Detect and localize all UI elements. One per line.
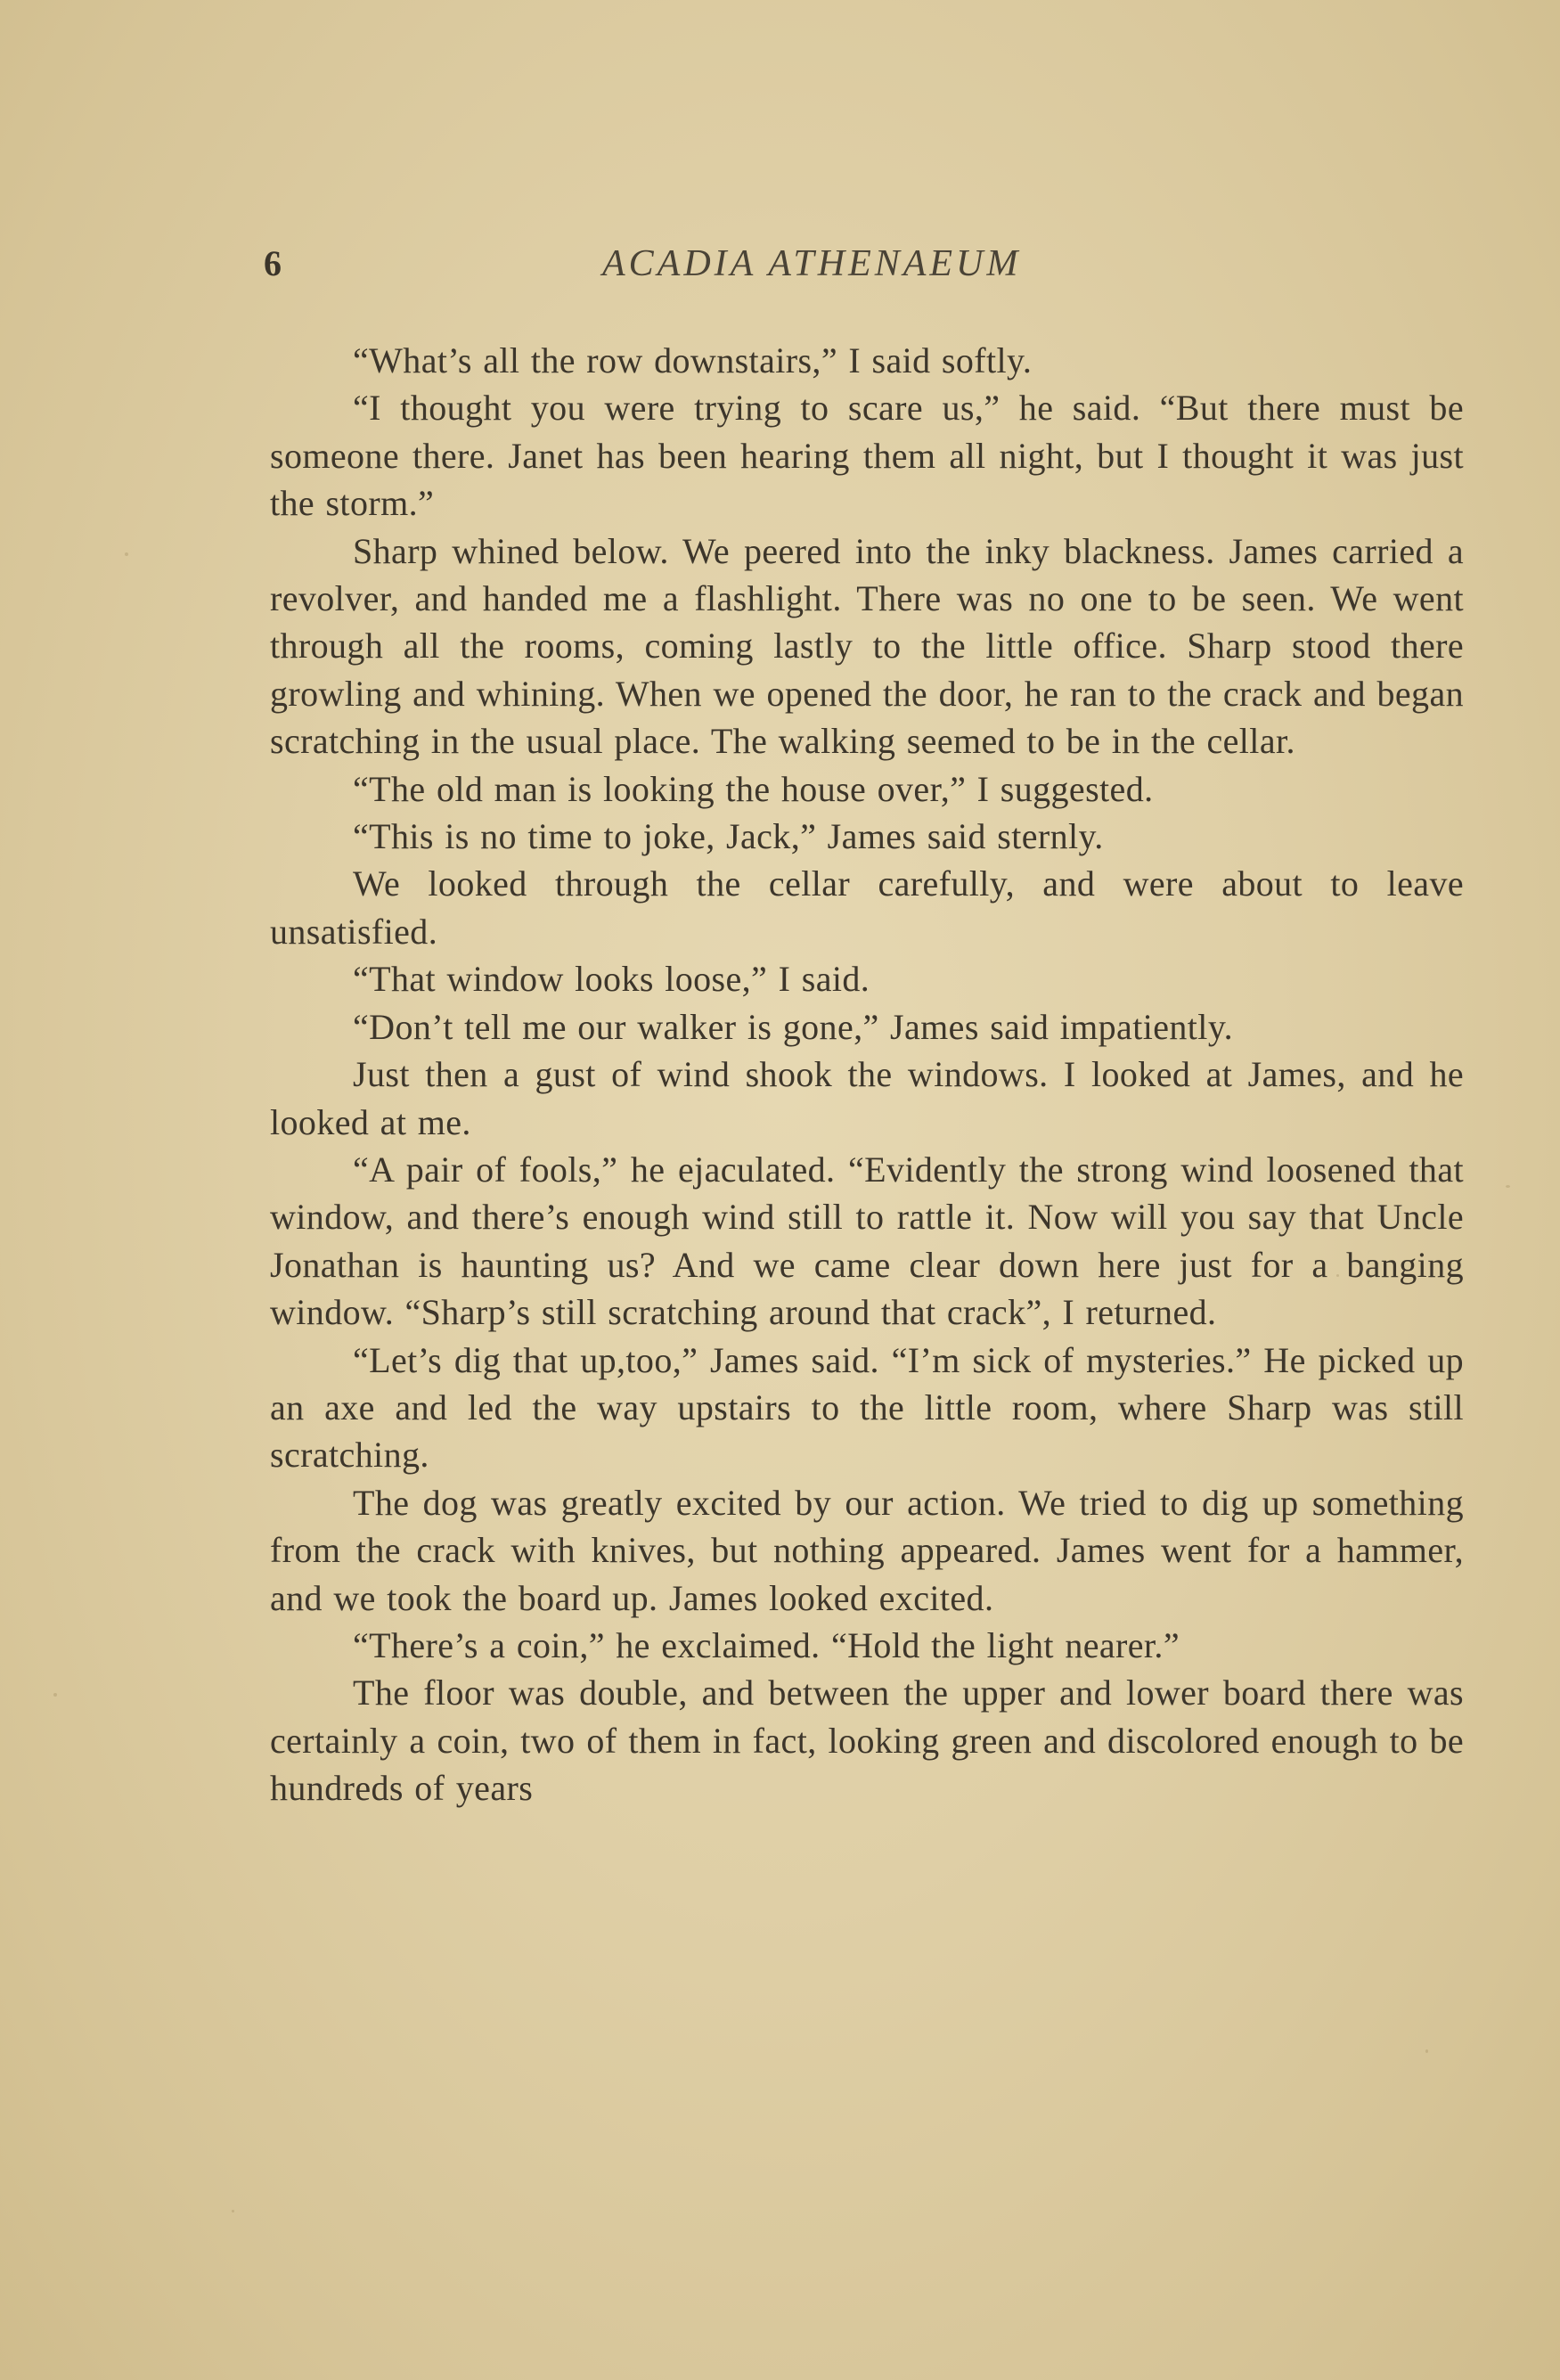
body-text (270, 337, 1464, 1812)
paper-speck (125, 552, 128, 556)
paragraph: The dog was greatly excited by our action. We tried to dig up something from the crack with knives, but nothing appeared. James went for a hammer, and we took the board up. James looked excited. (270, 1482, 1464, 1618)
paper-speck (1506, 1185, 1510, 1188)
page-number: 6 (264, 243, 282, 283)
paragraph: “This is no time to joke, Jack,” James said sternly. (353, 816, 1104, 857)
paragraph: We looked through the cellar carefully, and were about to leave unsatisfied. (270, 863, 1464, 952)
running-head: ACADIA ATHENAEUM (602, 243, 1022, 284)
paper-speck (53, 1693, 57, 1697)
paper-speck (1425, 2049, 1428, 2053)
paper-speck (232, 2210, 234, 2212)
paragraph: Just then a gust of wind shook the windows. I looked at James, and he looked at me. (270, 1054, 1464, 1142)
page-header (264, 242, 1466, 296)
paragraph: “A pair of fools,” he ejaculated. “Evidently the strong wind loosened that window, and there’s enough wind still to rattle it. Now will you say that Uncle Jonathan is haunting us? And we came clear down here just for a banging window. “Sharp’s still scratching around that crack”, I returned. (270, 1149, 1464, 1333)
paragraph: “That window looks loose,” I said. (353, 959, 870, 1000)
paragraph: Sharp whined below. We peered into the inky blackness. James carried a revolver, and handed me a flashlight. There was no one to be seen. We went through all the rooms, coming lastly to the little office. Sharp stood there growling and whining. When we opened the door, he ran to the crack and began scratching in the usual place. The walking seemed to be in the cellar. (270, 530, 1464, 762)
paragraph: “Let’s dig that up,too,” James said. “I’m sick of mysteries.” He picked up an axe and led the way upstairs to the little room, where Sharp was still scratching. (270, 1339, 1464, 1476)
paragraph: “There’s a coin,” he exclaimed. “Hold the light nearer.” (353, 1624, 1180, 1665)
paragraph: “The old man is looking the house over,” I suggested. (353, 768, 1154, 809)
paragraph: “Don’t tell me our walker is gone,” James said impatiently. (353, 1006, 1234, 1047)
paragraph: The floor was double, and between the upper and lower board there was certainly a coin, two of them in fact, looking green and discolored enough to be hundreds of years (270, 1673, 1464, 1809)
paragraph: “I thought you were trying to scare us,” he said. “But there must be someone there. Janet has been hearing them all night, but I thought it was just the storm.” (270, 388, 1464, 524)
paragraph: “What’s all the row downstairs,” I said softly. (353, 340, 1033, 380)
